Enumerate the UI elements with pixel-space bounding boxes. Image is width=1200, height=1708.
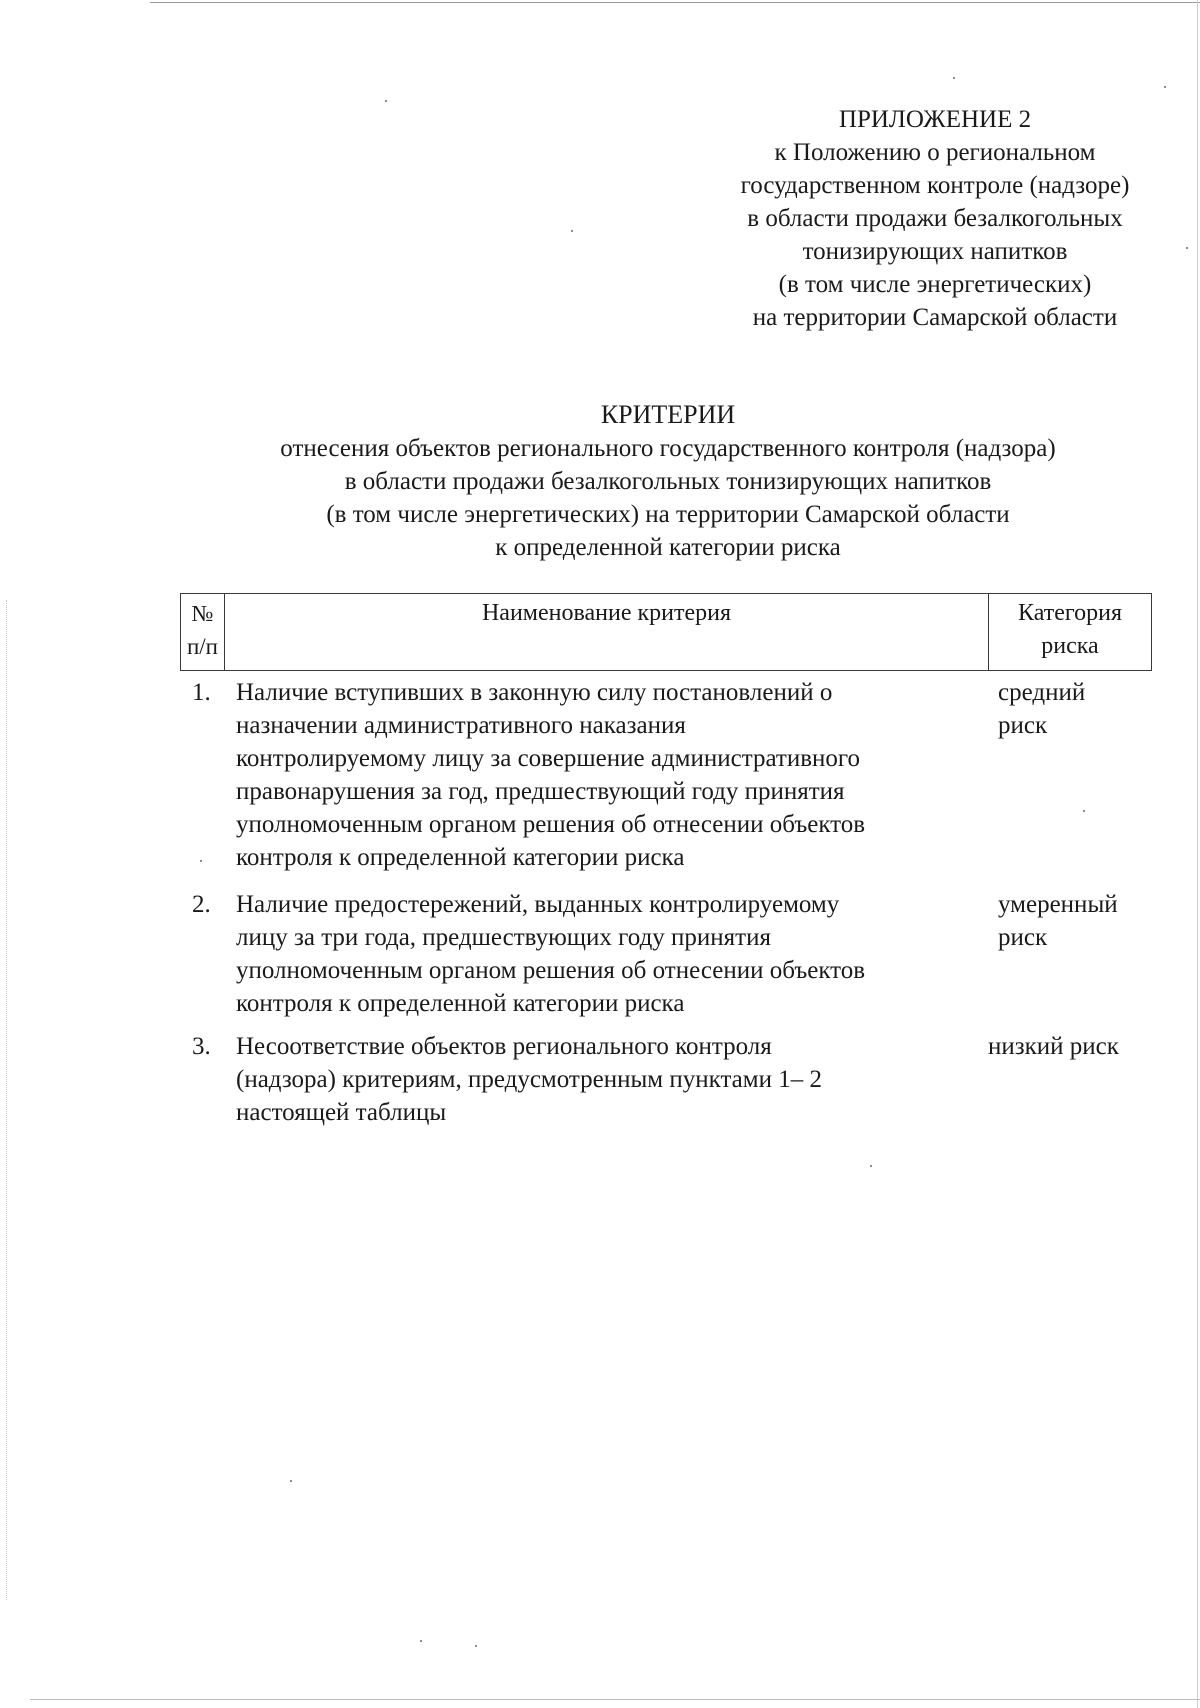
table-row bbox=[180, 888, 1152, 1022]
criterion-line: уполномоченным органом решения об отнесении объектов bbox=[236, 811, 866, 838]
row-number: 1. bbox=[192, 679, 211, 706]
scan-edge-bottom bbox=[30, 1699, 1200, 1700]
row-criterion bbox=[236, 888, 976, 1020]
scan-edge-top bbox=[150, 2, 1200, 3]
category-line: риск bbox=[998, 924, 1048, 951]
document-title bbox=[170, 398, 1166, 564]
header-risk-category bbox=[989, 594, 1151, 670]
title-line: к определенной категории риска bbox=[495, 534, 841, 561]
criterion-line: настоящей таблицы bbox=[236, 1099, 447, 1126]
scan-speck bbox=[571, 230, 573, 232]
table-row bbox=[180, 676, 1152, 876]
appendix-header bbox=[685, 103, 1185, 334]
criterion-line: контроля к определенной категории риска bbox=[236, 990, 685, 1017]
appendix-line: (в том числе энергетических) bbox=[778, 271, 1092, 298]
scan-speck bbox=[420, 1640, 422, 1642]
category-line: низкий риск bbox=[988, 1033, 1119, 1060]
row-risk-category bbox=[998, 888, 1158, 954]
header-category-line2: риска bbox=[1041, 633, 1099, 659]
criteria-table-header bbox=[180, 593, 1152, 671]
scan-speck bbox=[870, 1165, 872, 1167]
row-criterion bbox=[236, 676, 976, 874]
row-number: 2. bbox=[192, 891, 211, 918]
row-risk-category bbox=[988, 1030, 1148, 1063]
scan-edge-left bbox=[6, 600, 8, 1600]
criterion-line: Наличие предостережений, выданных контролируемому bbox=[236, 891, 840, 918]
header-number-line2: п/п bbox=[186, 634, 218, 659]
scan-speck bbox=[290, 1480, 292, 1482]
title-heading: КРИТЕРИИ bbox=[600, 400, 736, 429]
header-number-line1: № bbox=[191, 601, 214, 626]
criterion-line: (надзора) критериям, предусмотренным пунктами 1– 2 bbox=[236, 1066, 822, 1093]
criterion-line: назначении административного наказания bbox=[236, 712, 686, 739]
title-line: (в том числе энергетических) на территории Самарской области bbox=[326, 501, 1010, 528]
criterion-line: лицу за три года, предшествующих году принятия bbox=[236, 924, 771, 951]
appendix-line: государственном контроле (надзоре) bbox=[740, 172, 1130, 199]
criterion-line: контролируемому лицу за совершение административного bbox=[236, 745, 861, 772]
scan-edge-right bbox=[1197, 0, 1198, 1708]
row-number: 3. bbox=[192, 1033, 211, 1060]
header-category-line1: Категория bbox=[1018, 600, 1122, 626]
row-criterion bbox=[236, 1030, 976, 1129]
appendix-line: к Положению о региональном bbox=[774, 139, 1096, 166]
category-line: умеренный bbox=[998, 891, 1118, 918]
criterion-line: уполномоченным органом решения об отнесении объектов bbox=[236, 957, 866, 984]
appendix-line: ПРИЛОЖЕНИЕ 2 bbox=[838, 106, 1032, 133]
appendix-line: тонизирующих напитков bbox=[802, 238, 1068, 265]
row-risk-category bbox=[998, 676, 1158, 742]
scan-speck bbox=[385, 100, 387, 102]
category-line: средний bbox=[998, 679, 1086, 706]
scan-speck bbox=[1186, 247, 1188, 249]
appendix-line: в области продажи безалкогольных bbox=[747, 205, 1123, 232]
title-line: в области продажи безалкогольных тонизирующих напитков bbox=[344, 468, 992, 495]
scan-speck bbox=[475, 1645, 477, 1647]
header-number bbox=[181, 594, 225, 670]
scan-speck bbox=[953, 77, 955, 79]
category-line: риск bbox=[998, 712, 1048, 739]
criterion-line: правонарушения за год, предшествующий году принятия bbox=[236, 778, 845, 805]
header-criterion-name: Наименование критерия bbox=[225, 594, 989, 670]
criterion-line: контроля к определенной категории риска bbox=[236, 844, 685, 871]
table-row bbox=[180, 1030, 1152, 1132]
criterion-line: Наличие вступивших в законную силу постановлений о bbox=[236, 679, 833, 706]
appendix-line: на территории Самарской области bbox=[752, 304, 1118, 331]
scan-speck bbox=[1164, 86, 1166, 88]
criterion-line: Несоответствие объектов регионального контроля bbox=[236, 1033, 772, 1060]
title-line: отнесения объектов регионального государственного контроля (надзора) bbox=[280, 435, 1056, 462]
